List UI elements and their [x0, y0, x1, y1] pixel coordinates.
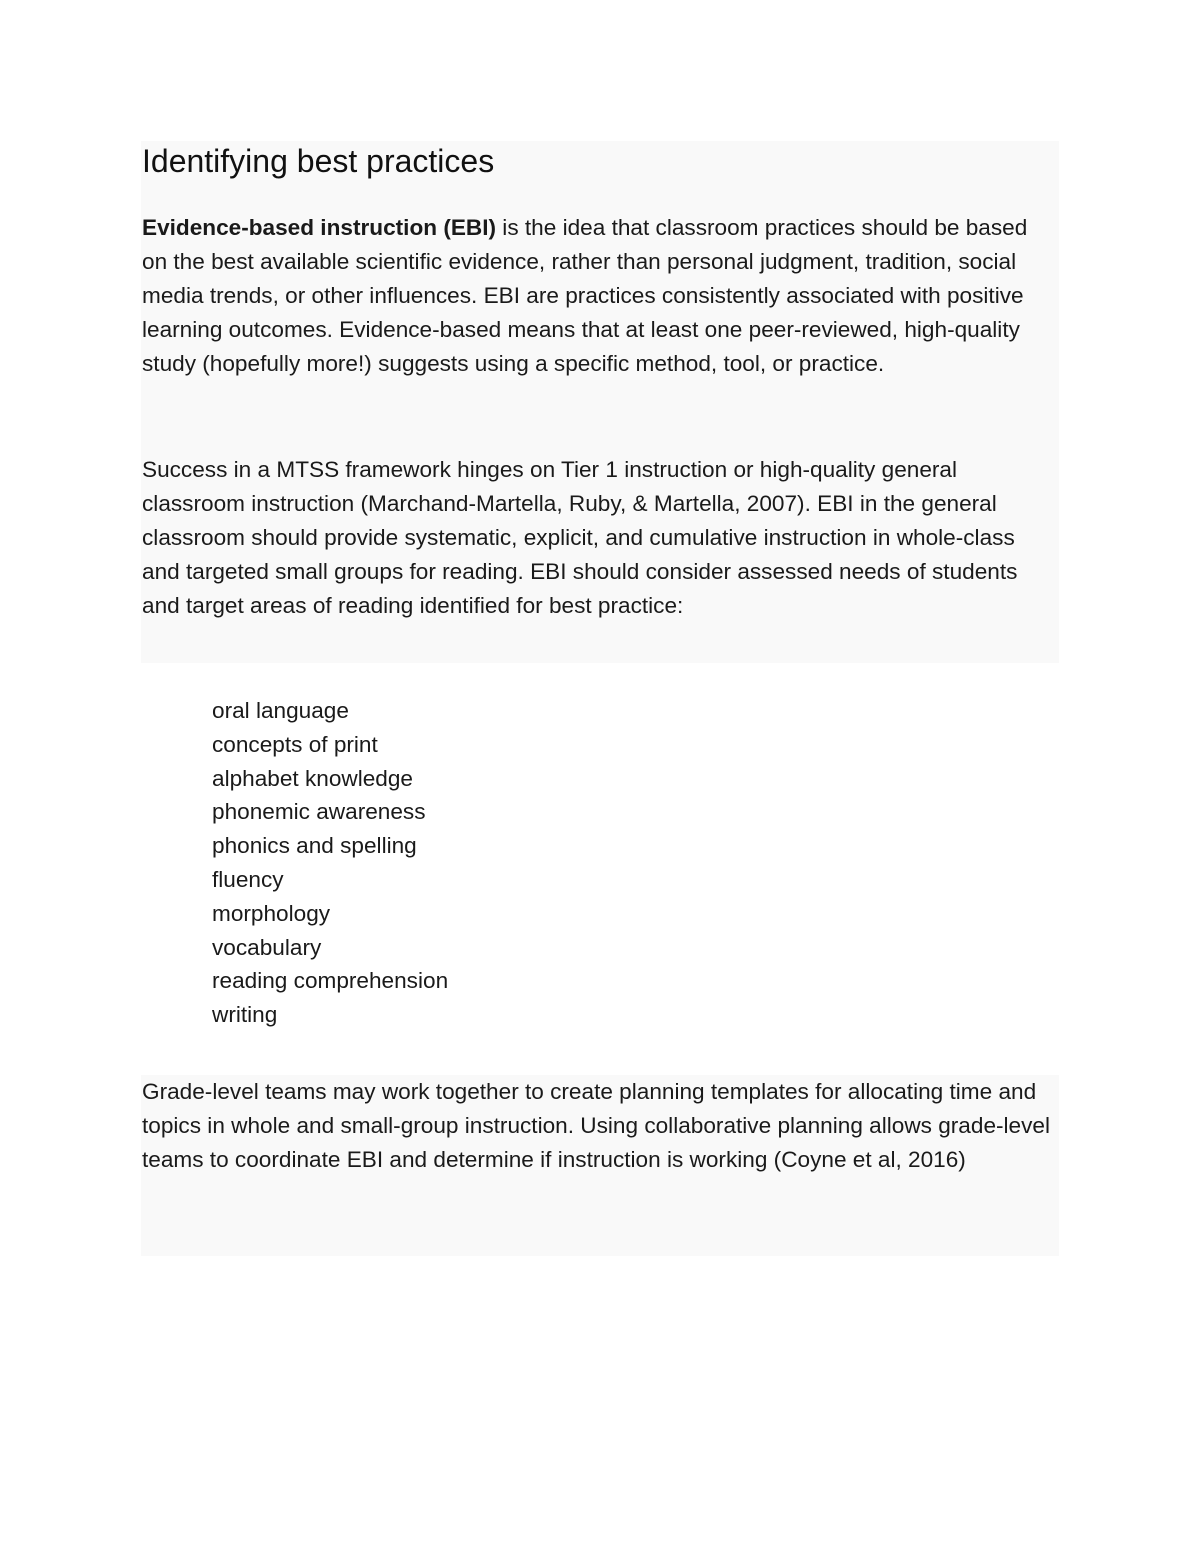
list-item: phonemic awareness	[212, 799, 426, 825]
list-item: phonics and spelling	[212, 833, 417, 859]
ebi-definition-paragraph	[142, 211, 1057, 381]
ebi-term: Evidence-based instruction (EBI)	[142, 215, 497, 240]
list-item: reading comprehension	[212, 968, 449, 994]
list-item: alphabet knowledge	[212, 765, 413, 791]
reading-areas-list	[212, 694, 448, 1032]
planning-paragraph: Grade-level teams may work together to create planning templates for allocating time and topics in whole and small-group instruction. Using collaborative planning allows grade-level teams to coordinate EBI and determine if instruction is working (Coyne et al, 2016)	[142, 1079, 1050, 1172]
list-item: morphology	[212, 900, 331, 926]
list-item: fluency	[212, 866, 284, 892]
mtss-paragraph: Success in a MTSS framework hinges on Tier 1 instruction or high-quality general classroom instruction (Marchand-Martella, Ruby, & Martella, 2007). EBI in the general classroom should provide systematic, explicit, and cumulative instruction in whole-class and targeted small groups for reading. EBI should consider assessed needs of students and target areas of reading identified for best practice:	[142, 457, 1018, 618]
list-item: writing	[212, 1002, 278, 1028]
list-item: oral language	[212, 698, 349, 723]
list-item: concepts of print	[212, 731, 378, 757]
ebi-definition-text: is the idea that classroom practices should be based on the best available scientific evidence, rather than personal judgment, tradition, social media trends, or other influences. EBI are practices consistently associated with positive learning outcomes. Evidence-based means that at least one peer-reviewed, high-quality study (hopefully more!) suggests using a specific method, tool, or practice.	[142, 215, 1028, 376]
page-title: Identifying best practices	[142, 143, 495, 179]
list-item: vocabulary	[212, 934, 322, 960]
